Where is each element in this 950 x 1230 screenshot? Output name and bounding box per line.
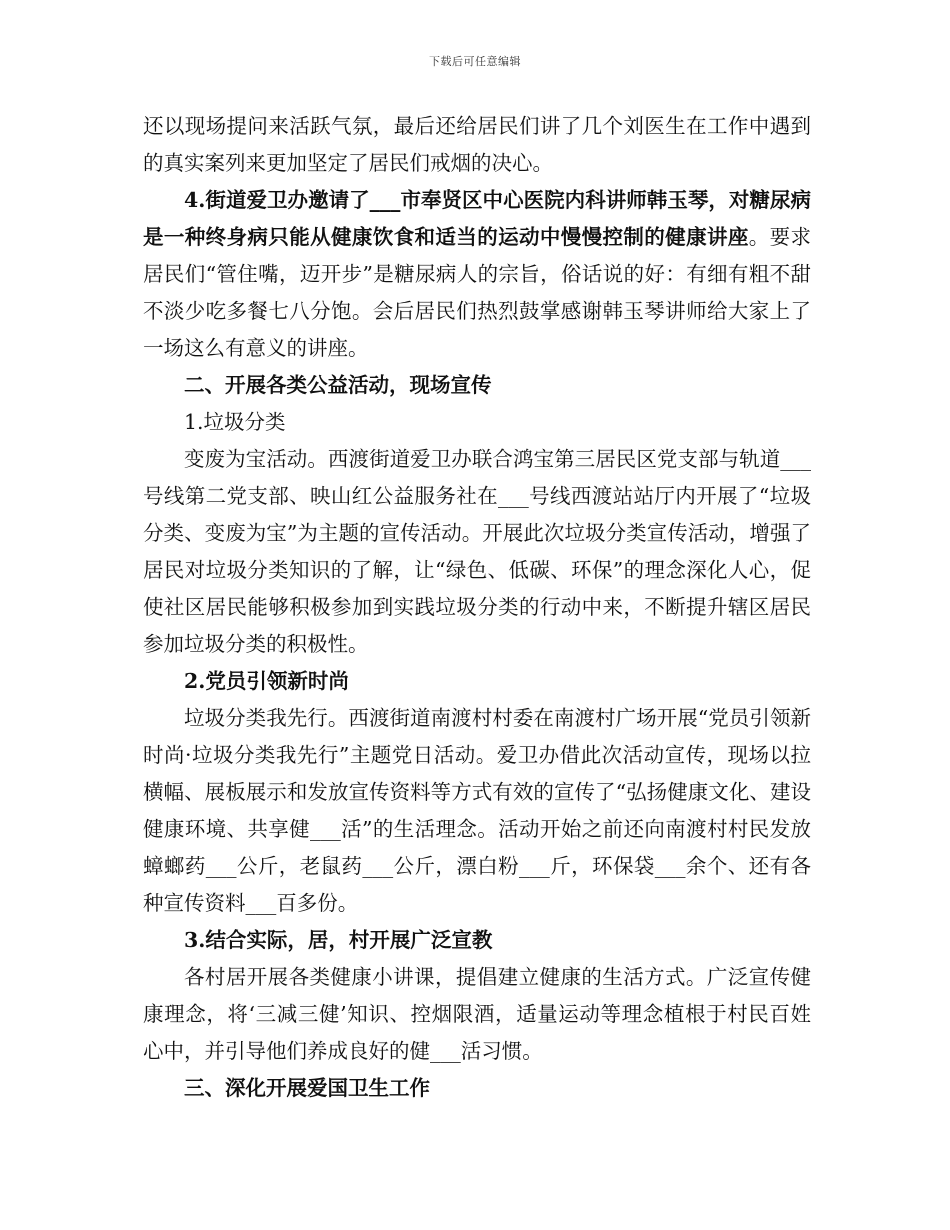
page-header-note: 下载后可任意编辑 — [429, 55, 521, 68]
subheading-local-education: 3.结合实际，居，村开展广泛宣教 — [184, 928, 493, 952]
paragraph-item-4-rest: 。要求居民们“管住嘴，迈开步”是糖尿病人的宗旨，俗话说的好：有细有粗不甜不淡少吃多餐七八分饱。会后居民们热烈鼓掌感谢韩玉琴讲师给大家上了一场这么有意义的讲座。 — [143, 225, 812, 360]
section-heading-3: 三、深化开展爱国卫生工作 — [184, 1076, 430, 1100]
paragraph-local-education: 各村居开展各类健康小讲课，提倡建立健康的生活方式。广泛宣传健康理念，将‘三减三健’知识、控烟限酒，适量运动等理念植根于村民百姓心中，并引导他们养成良好的健___活习惯。 — [143, 965, 811, 1063]
paragraph-continuation: 还以现场提问来活跃气氛，最后还给居民们讲了几个刘医生在工作中遇到的真实案列来更加坚定了居民们戒烟的决心。 — [143, 114, 811, 175]
subheading-party-members: 2.党员引领新时尚 — [184, 669, 349, 693]
paragraph-item-4-bold: 4.街道爱卫办邀请了___市奉贤区中心医院内科讲师韩玉琴，对糖尿病是一种终身病只能从健康饮食和适当的运动中慢慢控制的健康讲座 — [143, 188, 811, 249]
section-heading-2: 二、开展各类公益活动，现场宣传 — [184, 373, 492, 397]
paragraph-party-members: 垃圾分类我先行。西渡街道南渡村村委在南渡村广场开展“党员引领新时尚·垃圾分类我先行”主题党日活动。爱卫办借此次活动宣传，现场以拉横幅、展板展示和发放宣传资料等方式有效的宣传了“弘扬健康文化、建设健康环境、共享健___活”的生活理念。活动开始之前还向南渡村村民发放蟑螂药___公斤，老鼠药___公斤，漂白粉___斤，环保袋___余个、还有各种宣传资料___百多份。 — [143, 706, 811, 915]
document-body — [143, 108, 811, 1107]
subheading-garbage-sorting: 1.垃圾分类 — [184, 410, 286, 434]
paragraph-garbage-sorting: 变废为宝活动。西渡街道爱卫办联合鸿宝第三居民区党支部与轨道___号线第二党支部、映山红公益服务社在___号线西渡站站厅内开展了“垃圾分类、变废为宝”为主题的宣传活动。开展此次垃圾分类宣传活动，增强了居民对垃圾分类知识的了解，让“绿色、低碳、环保”的理念深化人心，促使社区居民能够积极参加到实践垃圾分类的行动中来，不断提升辖区居民参加垃圾分类的积极性。 — [143, 447, 811, 656]
paragraph-item-4 — [143, 182, 811, 367]
